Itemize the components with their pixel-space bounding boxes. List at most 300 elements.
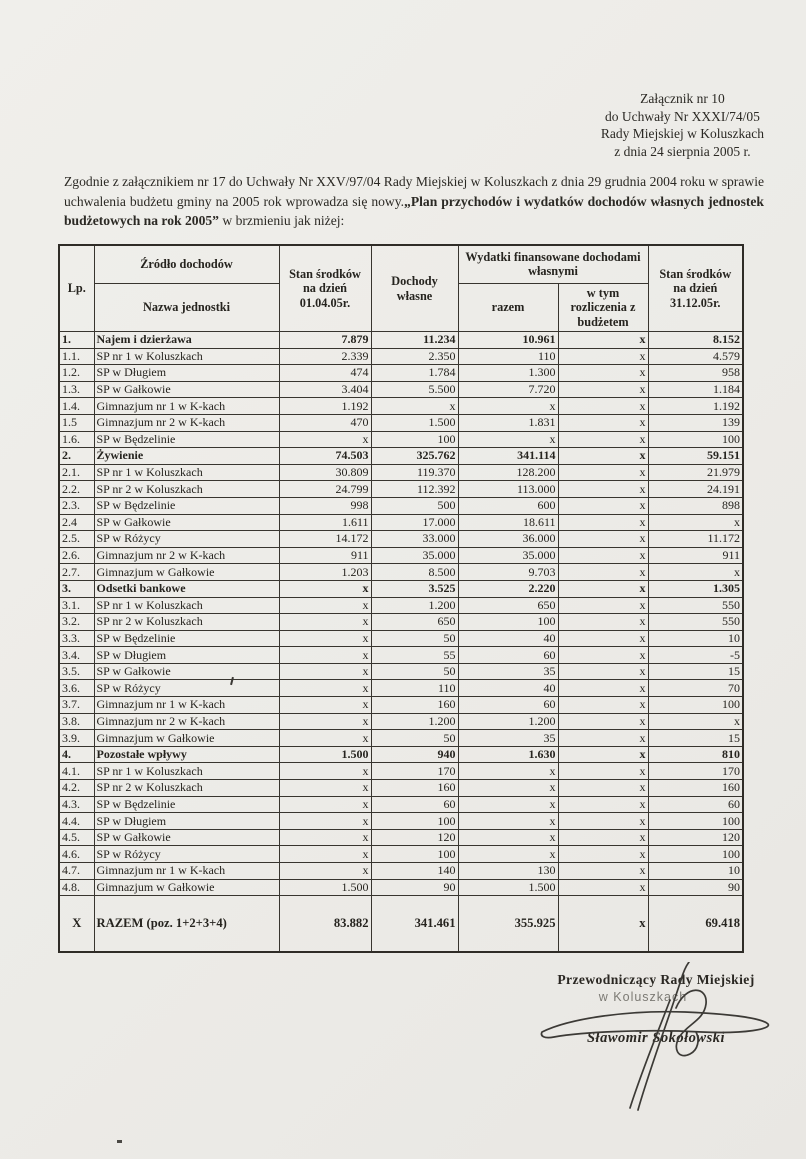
unit-name: SP w Gałkowie <box>94 381 279 398</box>
expenses-budget-value: x <box>558 580 648 597</box>
table-row <box>59 348 743 365</box>
col-header-expenses-group: Wydatki finansowane dochodami własnymi <box>458 245 648 283</box>
own-income-value: 1.200 <box>371 713 458 730</box>
balance-end-value: 10 <box>648 863 743 880</box>
signatory-title: Przewodniczący Rady Miejskiej <box>557 972 755 987</box>
expenses-budget-value: x <box>558 763 648 780</box>
intro-plan-title: „Plan przychodów i wydatków dochodów własnych jednostek budżetowych na rok 2005” <box>64 193 764 228</box>
expenses-total-value: 60 <box>458 697 558 714</box>
balance-end-value: 958 <box>648 365 743 382</box>
table-row <box>59 365 743 382</box>
unit-name: SP w Różycy <box>94 846 279 863</box>
table-row <box>59 813 743 830</box>
own-income-value: 11.234 <box>371 332 458 349</box>
own-income-value: 325.762 <box>371 448 458 465</box>
row-number: 3.5. <box>59 663 94 680</box>
balance-start-value: 7.879 <box>279 332 371 349</box>
expenses-budget-value: x <box>558 780 648 797</box>
total-row-number: X <box>59 896 94 952</box>
row-number: 3.7. <box>59 697 94 714</box>
total-row-label: RAZEM (poz. 1+2+3+4) <box>94 896 279 952</box>
balance-end-value: 8.152 <box>648 332 743 349</box>
own-income-value: 940 <box>371 746 458 763</box>
row-number: 2.2. <box>59 481 94 498</box>
balance-start-value: 474 <box>279 365 371 382</box>
expenses-budget-value: x <box>558 381 648 398</box>
expenses-total-value: 341.114 <box>458 448 558 465</box>
expenses-total-value: 40 <box>458 680 558 697</box>
balance-start-value: x <box>279 630 371 647</box>
table-row <box>59 863 743 880</box>
total-balance-start: 83.882 <box>279 896 371 952</box>
table-row <box>59 381 743 398</box>
expenses-budget-value: x <box>558 597 648 614</box>
expenses-total-value: 36.000 <box>458 531 558 548</box>
expenses-budget-value: x <box>558 663 648 680</box>
expenses-total-value: 9.703 <box>458 564 558 581</box>
expenses-budget-value: x <box>558 846 648 863</box>
balance-start-value: x <box>279 680 371 697</box>
balance-end-value: 550 <box>648 597 743 614</box>
balance-end-value: 810 <box>648 746 743 763</box>
own-income-value: 100 <box>371 846 458 863</box>
unit-name: SP w Gałkowie <box>94 514 279 531</box>
balance-start-value: 1.500 <box>279 746 371 763</box>
row-number: 1.6. <box>59 431 94 448</box>
intro-text-start: Zgodnie z załącznikiem nr 17 do Uchwały Nr XXV/97/04 Rady Miejskiej w Koluszkach z dnia 29 grudnia 2004 roku w sprawie uchwalenia budżetu gminy na 2005 rok wprowadza się nowy. <box>64 174 764 209</box>
expenses-budget-value: x <box>558 431 648 448</box>
balance-start-value: 998 <box>279 497 371 514</box>
unit-name: Pozostałe wpływy <box>94 746 279 763</box>
balance-start-value: x <box>279 580 371 597</box>
balance-start-value: x <box>279 780 371 797</box>
expenses-total-value: 35 <box>458 663 558 680</box>
unit-name: Gimnazjum w Gałkowie <box>94 879 279 896</box>
expenses-budget-value: x <box>558 448 648 465</box>
scan-speck <box>117 1140 122 1143</box>
expenses-budget-value: x <box>558 564 648 581</box>
row-number: 4.2. <box>59 780 94 797</box>
own-income-value: 8.500 <box>371 564 458 581</box>
expenses-total-value: 7.720 <box>458 381 558 398</box>
balance-end-value: 100 <box>648 697 743 714</box>
expenses-budget-value: x <box>558 614 648 631</box>
unit-name: SP nr 2 w Koluszkach <box>94 481 279 498</box>
own-income-value: 120 <box>371 829 458 846</box>
balance-end-value: 160 <box>648 780 743 797</box>
table-row <box>59 414 743 431</box>
table-row <box>59 647 743 664</box>
balance-start-value: 74.503 <box>279 448 371 465</box>
balance-end-value: 4.579 <box>648 348 743 365</box>
unit-name: SP nr 2 w Koluszkach <box>94 614 279 631</box>
intro-paragraph <box>64 172 764 231</box>
row-number: 2.1. <box>59 464 94 481</box>
row-number: 4.1. <box>59 763 94 780</box>
expenses-budget-value: x <box>558 547 648 564</box>
expenses-total-value: x <box>458 829 558 846</box>
balance-start-value: x <box>279 863 371 880</box>
table-row <box>59 464 743 481</box>
row-number: 2. <box>59 448 94 465</box>
expenses-budget-value: x <box>558 829 648 846</box>
row-number: 4.5. <box>59 829 94 846</box>
expenses-total-value: 60 <box>458 647 558 664</box>
unit-name: Gimnazjum nr 2 w K-kach <box>94 547 279 564</box>
row-number: 1.5 <box>59 414 94 431</box>
own-income-value: 33.000 <box>371 531 458 548</box>
balance-end-value: 24.191 <box>648 481 743 498</box>
col-header-own-income: Dochody własne <box>371 245 458 332</box>
row-number: 4.4. <box>59 813 94 830</box>
balance-end-value: 15 <box>648 730 743 747</box>
expenses-total-value: 650 <box>458 597 558 614</box>
expenses-total-value: x <box>458 796 558 813</box>
expenses-budget-value: x <box>558 464 648 481</box>
table-row <box>59 846 743 863</box>
balance-start-value: 14.172 <box>279 531 371 548</box>
expenses-budget-value: x <box>558 647 648 664</box>
balance-end-value: x <box>648 514 743 531</box>
own-income-value: 55 <box>371 647 458 664</box>
resolution-reference: do Uchwały Nr XXXI/74/05 <box>605 108 760 124</box>
balance-start-value: x <box>279 730 371 747</box>
own-income-value: 100 <box>371 813 458 830</box>
col-header-expenses-total: razem <box>458 283 558 332</box>
own-income-value: 90 <box>371 879 458 896</box>
unit-name: SP w Długiem <box>94 365 279 382</box>
balance-end-value: 120 <box>648 829 743 846</box>
balance-end-value: 550 <box>648 614 743 631</box>
expenses-total-value: 128.200 <box>458 464 558 481</box>
own-income-value: 500 <box>371 497 458 514</box>
total-row <box>59 896 743 952</box>
table-row <box>59 481 743 498</box>
table-row <box>59 531 743 548</box>
balance-start-value: 24.799 <box>279 481 371 498</box>
own-income-value: 100 <box>371 431 458 448</box>
unit-name: SP w Długiem <box>94 647 279 664</box>
row-number: 4.6. <box>59 846 94 863</box>
own-income-value: 160 <box>371 780 458 797</box>
expenses-budget-value: x <box>558 414 648 431</box>
own-income-value: x <box>371 398 458 415</box>
expenses-total-value: 110 <box>458 348 558 365</box>
balance-start-value: 1.611 <box>279 514 371 531</box>
balance-start-value: 1.203 <box>279 564 371 581</box>
balance-end-value: 139 <box>648 414 743 431</box>
table-row <box>59 879 743 896</box>
table-row <box>59 398 743 415</box>
expenses-budget-value: x <box>558 680 648 697</box>
unit-name: Gimnazjum nr 1 w K-kach <box>94 697 279 714</box>
table-row <box>59 763 743 780</box>
row-number: 1.1. <box>59 348 94 365</box>
expenses-total-value: x <box>458 398 558 415</box>
expenses-budget-value: x <box>558 697 648 714</box>
expenses-budget-value: x <box>558 730 648 747</box>
balance-end-value: 15 <box>648 663 743 680</box>
expenses-budget-value: x <box>558 365 648 382</box>
own-income-value: 1.200 <box>371 597 458 614</box>
balance-end-value: 10 <box>648 630 743 647</box>
own-income-value: 3.525 <box>371 580 458 597</box>
table-row <box>59 547 743 564</box>
table-row <box>59 680 743 697</box>
unit-name: Gimnazjum nr 2 w K-kach <box>94 414 279 431</box>
table-row <box>59 780 743 797</box>
expenses-total-value: 1.630 <box>458 746 558 763</box>
table-row <box>59 431 743 448</box>
expenses-total-value: 100 <box>458 614 558 631</box>
balance-start-value: x <box>279 713 371 730</box>
col-header-lp: Lp. <box>59 245 94 332</box>
expenses-total-value: 1.200 <box>458 713 558 730</box>
col-header-balance-start: Stan środków na dzień 01.04.05r. <box>279 245 371 332</box>
unit-name: SP w Długiem <box>94 813 279 830</box>
own-income-value: 50 <box>371 730 458 747</box>
balance-start-value: x <box>279 763 371 780</box>
balance-end-value: 100 <box>648 846 743 863</box>
row-number: 3.3. <box>59 630 94 647</box>
expenses-total-value: 2.220 <box>458 580 558 597</box>
table-row <box>59 564 743 581</box>
table-row <box>59 829 743 846</box>
row-number: 3.9. <box>59 730 94 747</box>
expenses-total-value: x <box>458 763 558 780</box>
unit-name: Gimnazjum w Gałkowie <box>94 730 279 747</box>
expenses-total-value: 1.300 <box>458 365 558 382</box>
balance-end-value: 170 <box>648 763 743 780</box>
total-expenses: 355.925 <box>458 896 558 952</box>
table-row <box>59 332 743 349</box>
expenses-total-value: 35 <box>458 730 558 747</box>
row-number: 3.2. <box>59 614 94 631</box>
balance-end-value: -5 <box>648 647 743 664</box>
row-number: 1.2. <box>59 365 94 382</box>
row-number: 1.3. <box>59 381 94 398</box>
balance-end-value: x <box>648 713 743 730</box>
unit-name: Odsetki bankowe <box>94 580 279 597</box>
unit-name: Gimnazjum nr 1 w K-kach <box>94 863 279 880</box>
balance-start-value: 1.192 <box>279 398 371 415</box>
own-income-value: 35.000 <box>371 547 458 564</box>
row-number: 2.4 <box>59 514 94 531</box>
expenses-budget-value: x <box>558 863 648 880</box>
table-row <box>59 597 743 614</box>
expenses-total-value: x <box>458 846 558 863</box>
expenses-total-value: x <box>458 813 558 830</box>
own-income-value: 1.500 <box>371 414 458 431</box>
balance-start-value: x <box>279 813 371 830</box>
balance-end-value: 70 <box>648 680 743 697</box>
unit-name: SP nr 1 w Koluszkach <box>94 464 279 481</box>
unit-name: SP w Będzelinie <box>94 796 279 813</box>
unit-name: SP w Różycy <box>94 680 279 697</box>
row-number: 3. <box>59 580 94 597</box>
own-income-value: 60 <box>371 796 458 813</box>
unit-name: Gimnazjum w Gałkowie <box>94 564 279 581</box>
balance-end-value: 1.184 <box>648 381 743 398</box>
row-number: 4.3. <box>59 796 94 813</box>
balance-start-value: x <box>279 597 371 614</box>
balance-start-value: x <box>279 663 371 680</box>
row-number: 2.7. <box>59 564 94 581</box>
own-income-value: 50 <box>371 663 458 680</box>
unit-name: SP nr 2 w Koluszkach <box>94 780 279 797</box>
expenses-budget-value: x <box>558 713 648 730</box>
attachment-number: Załącznik nr 10 <box>640 91 725 106</box>
balance-start-value: x <box>279 697 371 714</box>
expenses-total-value: 18.611 <box>458 514 558 531</box>
table-row <box>59 614 743 631</box>
balance-start-value: 911 <box>279 547 371 564</box>
balance-start-value: x <box>279 829 371 846</box>
expenses-budget-value: x <box>558 879 648 896</box>
own-income-value: 50 <box>371 630 458 647</box>
row-number: 1. <box>59 332 94 349</box>
total-balance-end: 69.418 <box>648 896 743 952</box>
balance-end-value: 90 <box>648 879 743 896</box>
balance-start-value: 2.339 <box>279 348 371 365</box>
expenses-budget-value: x <box>558 332 648 349</box>
table-row <box>59 497 743 514</box>
col-header-source: Źródło dochodów <box>94 245 279 283</box>
expenses-total-value: 40 <box>458 630 558 647</box>
unit-name: SP w Gałkowie <box>94 663 279 680</box>
row-number: 4. <box>59 746 94 763</box>
balance-end-value: 11.172 <box>648 531 743 548</box>
expenses-total-value: 10.961 <box>458 332 558 349</box>
balance-end-value: 21.979 <box>648 464 743 481</box>
col-header-balance-end: Stan środków na dzień 31.12.05r. <box>648 245 743 332</box>
balance-end-value: 100 <box>648 431 743 448</box>
row-number: 2.6. <box>59 547 94 564</box>
balance-start-value: 3.404 <box>279 381 371 398</box>
balance-end-value: 1.305 <box>648 580 743 597</box>
own-income-value: 112.392 <box>371 481 458 498</box>
table-row <box>59 796 743 813</box>
row-number: 3.1. <box>59 597 94 614</box>
table-row <box>59 746 743 763</box>
expenses-total-value: x <box>458 780 558 797</box>
unit-name: SP w Gałkowie <box>94 829 279 846</box>
expenses-budget-value: x <box>558 514 648 531</box>
expenses-total-value: 130 <box>458 863 558 880</box>
total-expenses-budget: x <box>558 896 648 952</box>
expenses-budget-value: x <box>558 796 648 813</box>
intro-text-end: w brzmieniu jak niżej: <box>218 213 345 228</box>
council-name: Rady Miejskiej w Koluszkach <box>600 126 764 141</box>
table-row <box>59 730 743 747</box>
unit-name: SP nr 1 w Koluszkach <box>94 348 279 365</box>
unit-name: Najem i dzierżawa <box>94 332 279 349</box>
row-number: 4.7. <box>59 863 94 880</box>
own-income-value: 1.784 <box>371 365 458 382</box>
balance-end-value: 1.192 <box>648 398 743 415</box>
unit-name: SP nr 1 w Koluszkach <box>94 763 279 780</box>
signatory-town-stamp: w Koluszkach <box>598 990 688 1004</box>
expenses-budget-value: x <box>558 398 648 415</box>
budget-table <box>58 244 744 953</box>
unit-name: SP w Różycy <box>94 531 279 548</box>
table-row <box>59 663 743 680</box>
unit-name: Żywienie <box>94 448 279 465</box>
unit-name: SP w Będzelinie <box>94 630 279 647</box>
row-number: 4.8. <box>59 879 94 896</box>
row-number: 1.4. <box>59 398 94 415</box>
unit-name: Gimnazjum nr 1 w K-kach <box>94 398 279 415</box>
table-row <box>59 580 743 597</box>
unit-name: SP w Będzelinie <box>94 497 279 514</box>
expenses-budget-value: x <box>558 746 648 763</box>
table-row <box>59 514 743 531</box>
balance-end-value: 911 <box>648 547 743 564</box>
balance-end-value: 59.151 <box>648 448 743 465</box>
balance-end-value: x <box>648 564 743 581</box>
expenses-total-value: 1.500 <box>458 879 558 896</box>
table-row <box>59 697 743 714</box>
signature-block <box>525 972 787 1047</box>
unit-name: SP nr 1 w Koluszkach <box>94 597 279 614</box>
balance-start-value: x <box>279 846 371 863</box>
signatory-name: Sławomir Sokołowski <box>586 1030 726 1046</box>
balance-start-value: 1.500 <box>279 879 371 896</box>
expenses-total-value: 600 <box>458 497 558 514</box>
own-income-value: 17.000 <box>371 514 458 531</box>
balance-start-value: 470 <box>279 414 371 431</box>
row-number: 3.6. <box>59 680 94 697</box>
table-row <box>59 448 743 465</box>
expenses-total-value: 35.000 <box>458 547 558 564</box>
balance-start-value: x <box>279 614 371 631</box>
balance-end-value: 100 <box>648 813 743 830</box>
row-number: 2.5. <box>59 531 94 548</box>
own-income-value: 140 <box>371 863 458 880</box>
table-row <box>59 630 743 647</box>
own-income-value: 110 <box>371 680 458 697</box>
expenses-budget-value: x <box>558 813 648 830</box>
own-income-value: 5.500 <box>371 381 458 398</box>
expenses-total-value: 113.000 <box>458 481 558 498</box>
expenses-total-value: 1.831 <box>458 414 558 431</box>
expenses-total-value: x <box>458 431 558 448</box>
own-income-value: 119.370 <box>371 464 458 481</box>
resolution-date: z dnia 24 sierpnia 2005 r. <box>614 143 751 159</box>
expenses-budget-value: x <box>558 348 648 365</box>
total-own-income: 341.461 <box>371 896 458 952</box>
balance-start-value: x <box>279 431 371 448</box>
own-income-value: 170 <box>371 763 458 780</box>
balance-start-value: 30.809 <box>279 464 371 481</box>
row-number: 3.8. <box>59 713 94 730</box>
col-header-unit: Nazwa jednostki <box>94 283 279 332</box>
expenses-budget-value: x <box>558 531 648 548</box>
own-income-value: 2.350 <box>371 348 458 365</box>
col-header-expenses-budget: w tym rozliczenia z budżetem <box>558 283 648 332</box>
expenses-budget-value: x <box>558 497 648 514</box>
unit-name: SP w Będzelinie <box>94 431 279 448</box>
balance-end-value: 60 <box>648 796 743 813</box>
balance-start-value: x <box>279 647 371 664</box>
unit-name: Gimnazjum nr 2 w K-kach <box>94 713 279 730</box>
expenses-budget-value: x <box>558 630 648 647</box>
attachment-header <box>601 90 764 160</box>
row-number: 2.3. <box>59 497 94 514</box>
own-income-value: 650 <box>371 614 458 631</box>
expenses-budget-value: x <box>558 481 648 498</box>
own-income-value: 160 <box>371 697 458 714</box>
